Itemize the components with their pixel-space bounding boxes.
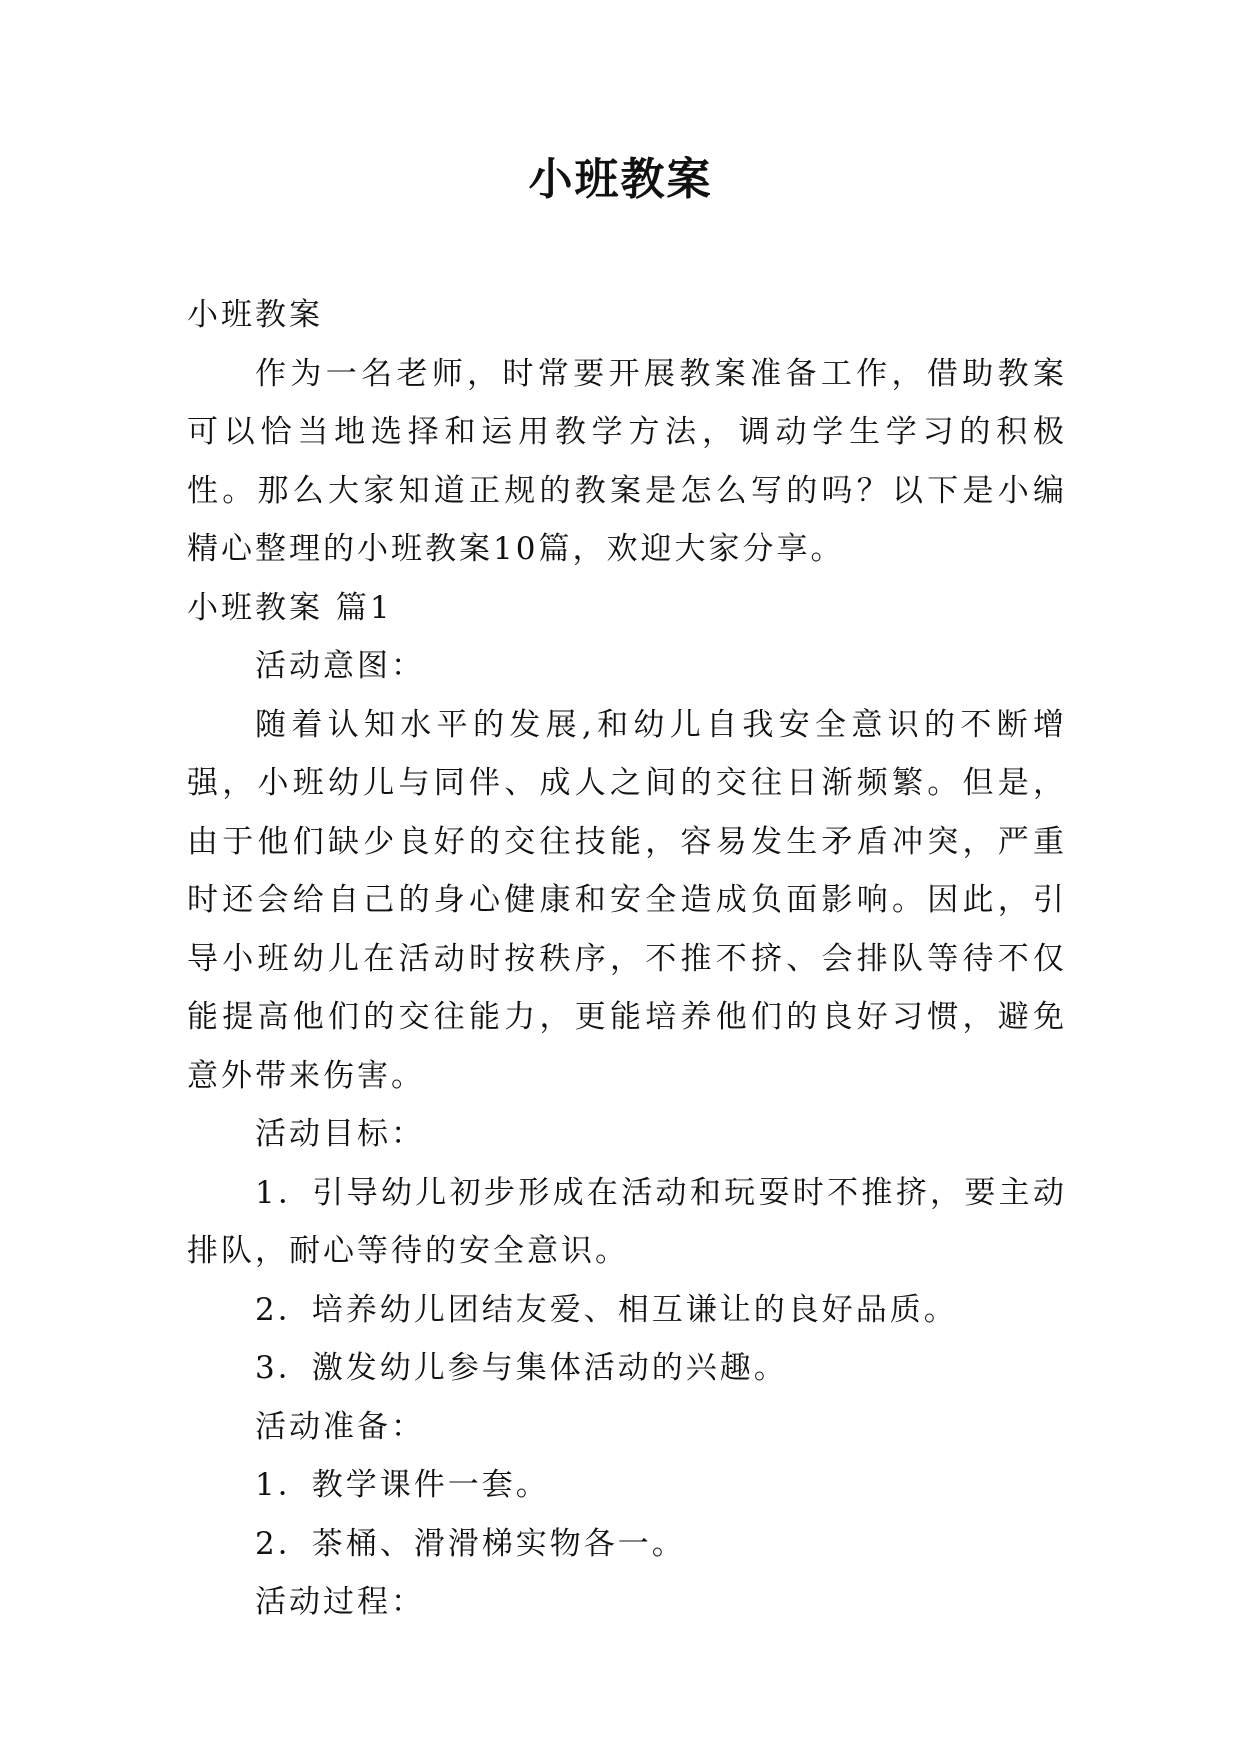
subheading-process: 活动过程： <box>255 1584 425 1620</box>
goal-item: 3．激发幼儿参与集体活动的兴趣。 <box>255 1350 788 1386</box>
goal-item: 2．培养幼儿团结友爱、相互谦让的良好品质。 <box>255 1291 958 1328</box>
goal-item: 1．引导幼儿初步形成在活动和玩耍时不推挤，要主动排队，耐心等待的安全意识。 <box>187 1174 1067 1269</box>
paragraph-intro: 作为一名老师，时常要开展教案准备工作，借助教案可以恰当地选择和运用教学方法，调动学生学习的积极性。那么大家知道正规的教案是怎么写的吗？以下是小编精心整理的小班教案10篇，欢迎大家分享。 <box>187 355 1067 567</box>
subheading-preparation: 活动准备： <box>255 1408 425 1445</box>
paragraph-intent: 随着认知水平的发展,和幼儿自我安全意识的不断增强，小班幼儿与同伴、成人之间的交往日渐频繁。但是，由于他们缺少良好的交往技能，容易发生矛盾冲突，严重时还会给自己的身心健康和安全造成负面影响。因此，引导小班幼儿在活动时按秩序，不推不挤、会排队等待不仅能提高他们的交往能力，更能培养他们的良好习惯，避免意外带来伤害。 <box>187 706 1067 1094</box>
section-heading: 小班教案 篇1 <box>187 589 393 626</box>
preparation-item: 2．茶桶、滑滑梯实物各一。 <box>255 1525 686 1562</box>
subheading-intent: 活动意图： <box>255 648 425 684</box>
document-title: 小班教案 <box>528 154 713 205</box>
subheading-goals: 活动目标： <box>255 1116 425 1152</box>
paragraph-intro-heading: 小班教案 <box>187 297 323 333</box>
preparation-item: 1．教学课件一套。 <box>255 1467 550 1503</box>
document-body <box>187 286 1067 1632</box>
